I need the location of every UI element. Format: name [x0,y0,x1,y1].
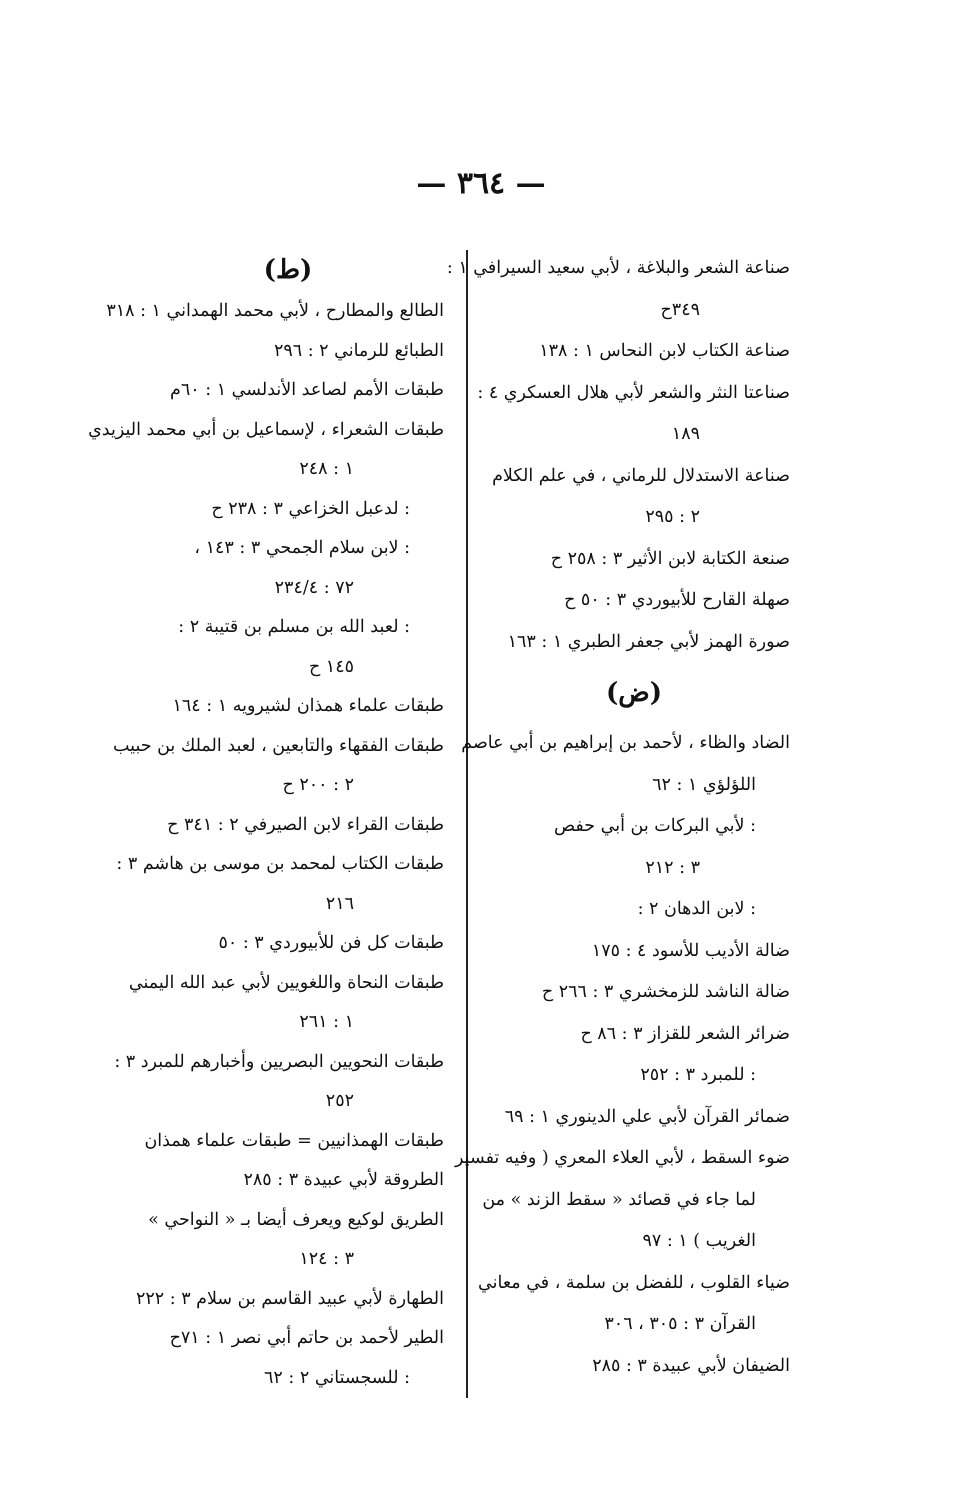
index-entry: طبقات الشعراء ، لإسماعيل بن أبي محمد اليزيدي [88,419,444,440]
index-entry: لما جاء في قصائد « سقط الزند » من [482,1189,756,1210]
right-column [446,248,790,1387]
index-entry: طبقات الفقهاء والتابعين ، لعبد الملك بن حبيب [112,735,444,756]
index-entry: ٧٢ : ٢٣٤/٤ [274,577,354,598]
index-entry: ضالة الناشد للزمخشري ٣ : ٢٦٦ ح [541,982,790,1002]
index-entry: الطير لأحمد بن حاتم أبي نصر ١ : ٧١ح [169,1328,444,1348]
index-entry: الطبائع للرماني ٢ : ٢٩٦ [273,340,444,361]
index-entry: صنعة الكتابة لابن الأثير ٣ : ٢٥٨ ح [550,548,790,569]
index-entry: ٣٤٩ح [660,299,700,320]
index-entry: صناعة الكتاب لابن النحاس ١ : ١٣٨ [539,341,790,361]
index-entry: الطريق لوكيع ويعرف أيضا بـ « النواحي » [148,1209,444,1230]
index-entry: ٣ : ٢١٢ [645,857,700,878]
column-divider [466,250,468,1398]
index-entry: ٢ : ٢٠٠ ح [282,775,354,795]
index-entry: صهلة القارح للأبيوردي ٣ : ٥٠ ح [564,590,790,610]
index-entry: ضياء القلوب ، للفضل بن سلمة ، في معاني [478,1272,790,1293]
index-entry: ٢٥٢ [325,1091,354,1111]
index-entry: : لدعبل الخزاعي ٣ : ٢٣٨ ح [211,498,410,519]
section-heading-ta: (ط) [263,255,313,285]
page-number: — ٣٦٤ — [416,166,546,201]
index-entry: صناعة الاستدلال للرماني ، في علم الكلام [492,465,790,486]
index-entry: طبقات كل فن للأبيوردي ٣ : ٥٠ [218,933,444,953]
index-entry: ضرائر الشعر للقزاز ٣ : ٨٦ ح [580,1023,790,1044]
index-entry: طبقات الهمذانيين = طبقات علماء همذان [144,1130,444,1151]
index-entry: ١ : ٢٦١ [299,1012,354,1032]
index-entry: ١٤٥ ح [308,656,354,677]
index-entry: ٢ : ٢٩٥ [645,507,700,527]
index-entry: طبقات النحويين البصريين وأخبارهم للمبرد ٣ : [114,1051,444,1072]
index-entry: : للسجستاني ٢ : ٦٢ [264,1367,410,1388]
index-entry: الضيفان لأبي عبيدة ٣ : ٢٨٥ [592,1355,790,1376]
index-entry: ١٨٩ [671,424,700,444]
index-entry: القرآن ٣ : ٣٠٥ ، ٣٠٦ [604,1314,756,1334]
index-entry: : لابن سلام الجمحي ٣ : ١٤٣ ، [194,538,410,558]
index-entry: ضالة الأديب للأسود ٤ : ١٧٥ [591,940,790,961]
left-column [88,248,444,1398]
index-entry: طبقات الأمم لصاعد الأندلسي ١ : ٦٠م [170,380,444,400]
index-entry: الطروقة لأبي عبيدة ٣ : ٢٨٥ [243,1170,444,1190]
index-entry: الضاد والظاء ، لأحمد بن إبراهيم بن أبي عاصم [461,733,790,753]
index-entry: طبقات القراء لابن الصيرفي ٢ : ٣٤١ ح [167,814,444,835]
index-entry: ٢١٦ [325,893,354,914]
index-entry: : لعبد الله بن مسلم بن قتيبة ٢ : [178,617,410,637]
index-entry: : لأبي البركات بن أبي حفص [553,816,756,836]
index-entry: صناعة الشعر والبلاغة ، لأبي سعيد السيرافي ١ : [446,258,790,278]
index-entry: الغريب ) ١ : ٩٧ [642,1231,756,1251]
index-entry: ٣ : ١٢٤ [299,1249,354,1269]
index-entry: الطالع والمطارح ، لأبي محمد الهمداني ١ : ٣١٨ [106,301,444,321]
index-entry: صورة الهمز لأبي جعفر الطبري ١ : ١٦٣ [507,631,790,652]
index-entry: طبقات علماء همذان لشيرويه ١ : ١٦٤ [172,696,444,716]
section-heading-dad: (ض) [605,678,663,708]
index-entry: ضوء السقط ، لأبي العلاء المعري ( وفيه تفسير [455,1148,790,1168]
index-entry: طبقات النحاة واللغويين لأبي عبد الله اليمني [128,972,444,993]
index-entry: ضمائر القرآن لأبي علي الدينوري ١ : ٦٩ [504,1106,790,1127]
index-entry: : للمبرد ٣ : ٢٥٢ [640,1065,756,1085]
index-entry: الطهارة لأبي عبيد القاسم بن سلام ٣ : ٢٢٢ [135,1288,444,1309]
index-entry: طبقات الكتاب لمحمد بن موسى بن هاشم ٣ : [116,854,444,874]
index-entry: اللؤلؤي ١ : ٦٢ [652,774,756,795]
index-entry: صناعتا النثر والشعر لأبي هلال العسكري ٤ : [477,382,790,403]
index-entry: ١ : ٢٤٨ [299,459,354,479]
index-entry: : لابن الدهان ٢ : [637,899,756,919]
